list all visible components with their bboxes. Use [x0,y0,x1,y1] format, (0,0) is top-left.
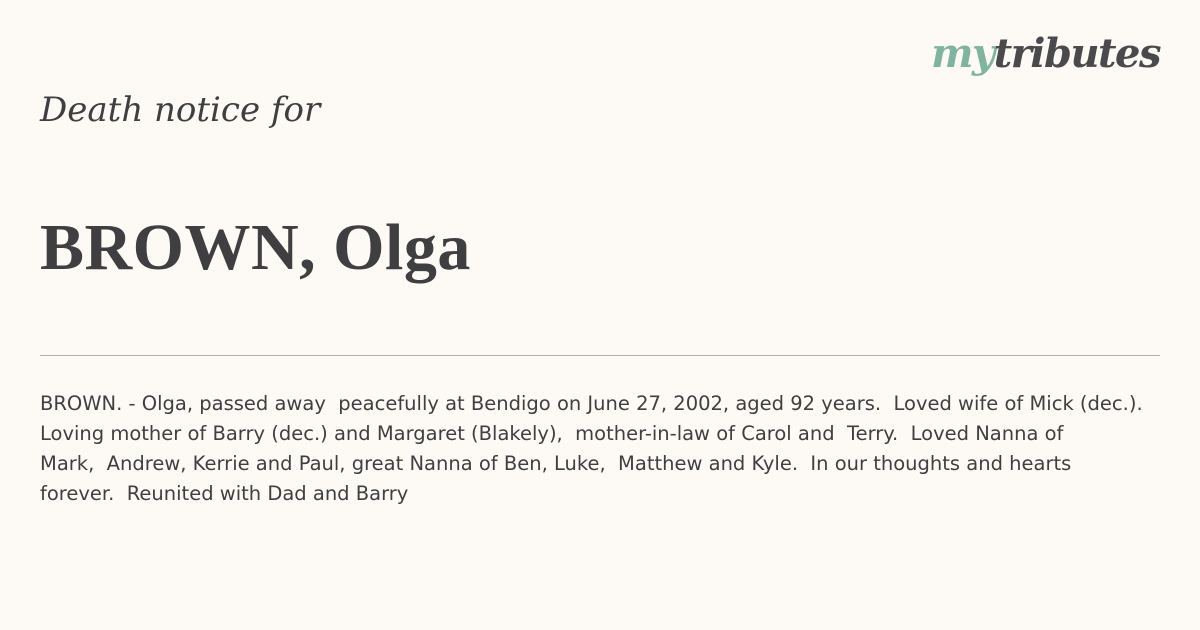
deceased-name: BROWN, Olga [40,211,471,284]
notice-heading: Death notice for [40,90,321,130]
logo-tributes-text: tributes [993,30,1160,77]
logo-my-text: my [931,30,994,77]
divider [40,355,1160,356]
mytributes-logo[interactable] [931,30,1160,77]
notice-body: BROWN. - Olga, passed away peacefully at Bendigo on June 27, 2002, aged 92 years. Loved wife of Mick (dec.). Loving mother of Barry (dec.) and Margaret (Blakely), mother-in-law of Carol and Terry. Loved Nanna of Mark, Andrew, Kerrie and Paul, great Nanna of Ben, Luke, Matthew and Kyle. In our thoughts and hearts forever. Reunited with Dad and Barry [40,392,1143,505]
